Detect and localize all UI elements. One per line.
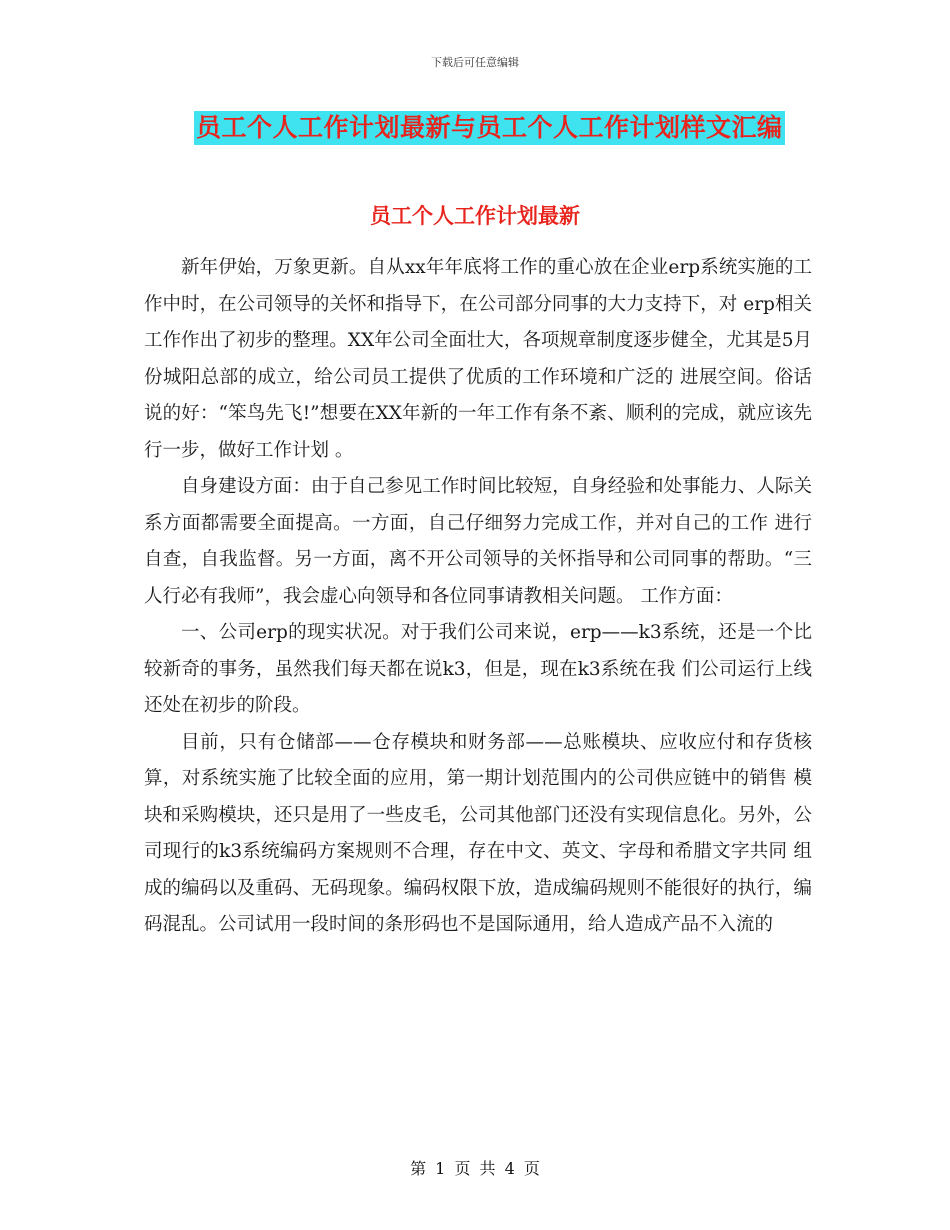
paragraph-1: 新年伊始，万象更新。自从xx年年底将工作的重心放在企业erp系统实施的工作中时，在公司领导的关怀和指导下，在公司部分同事的大力支持下，对 erp相关工作作出了初步的整理。XX年公司全面壮大，各项规章制度逐步健全，尤其是5月份城阳总部的成立，给公司员工提供了优质的工作环境和广泛的 进展空间。俗话说的好：“笨鸟先飞!”想要在XX年新的一年工作有条不紊、顺利的完成，就应该先行一步，做好工作计划 。 [144,257,812,461]
document-body [144,250,812,944]
paragraph-2: 自身建设方面：由于自己参见工作时间比较短，自身经验和处事能力、人际关系方面都需要全面提高。一方面，自己仔细努力完成工作，并对自己的工作 进行自查，自我监督。另一方面，离不开公司领导的关怀指导和公司同事的帮助。“三人行必有我师”，我会虚心向领导和各位同事请教相关问题。 工作方面： [144,476,812,607]
paragraph-3: 一、公司erp的现实状况。对于我们公司来说，erp——k3系统，还是一个比较新奇的事务，虽然我们每天都在说k3，但是，现在k3系统在我 们公司运行上线还处在初步的阶段。 [144,622,812,716]
paragraph-4: 目前，只有仓储部——仓存模块和财务部——总账模块、应收应付和存货核算，对系统实施了比较全面的应用，第一期计划范围内的公司供应链中的销售 模块和采购模块，还只是用了一些皮毛，公司其他部门还没有实现信息化。另外，公司现行的k3系统编码方案规则不合理，存在中文、英文、字母和希腊文字共同 组成的编码以及重码、无码现象。编码权限下放，造成编码规则不能很好的执行，编码混乱。公司试用一段时间的条形码也不是国际通用，给人造成产品不入流的 [144,731,812,935]
page-header-note: 下载后可任意编辑 [431,56,519,69]
page-number-footer: 第 1 页 共 4 页 [410,1159,540,1178]
document-title: 员工个人工作计划最新与员工个人工作计划样文汇编 [194,111,785,145]
section-title: 员工个人工作计划最新 [370,203,580,228]
